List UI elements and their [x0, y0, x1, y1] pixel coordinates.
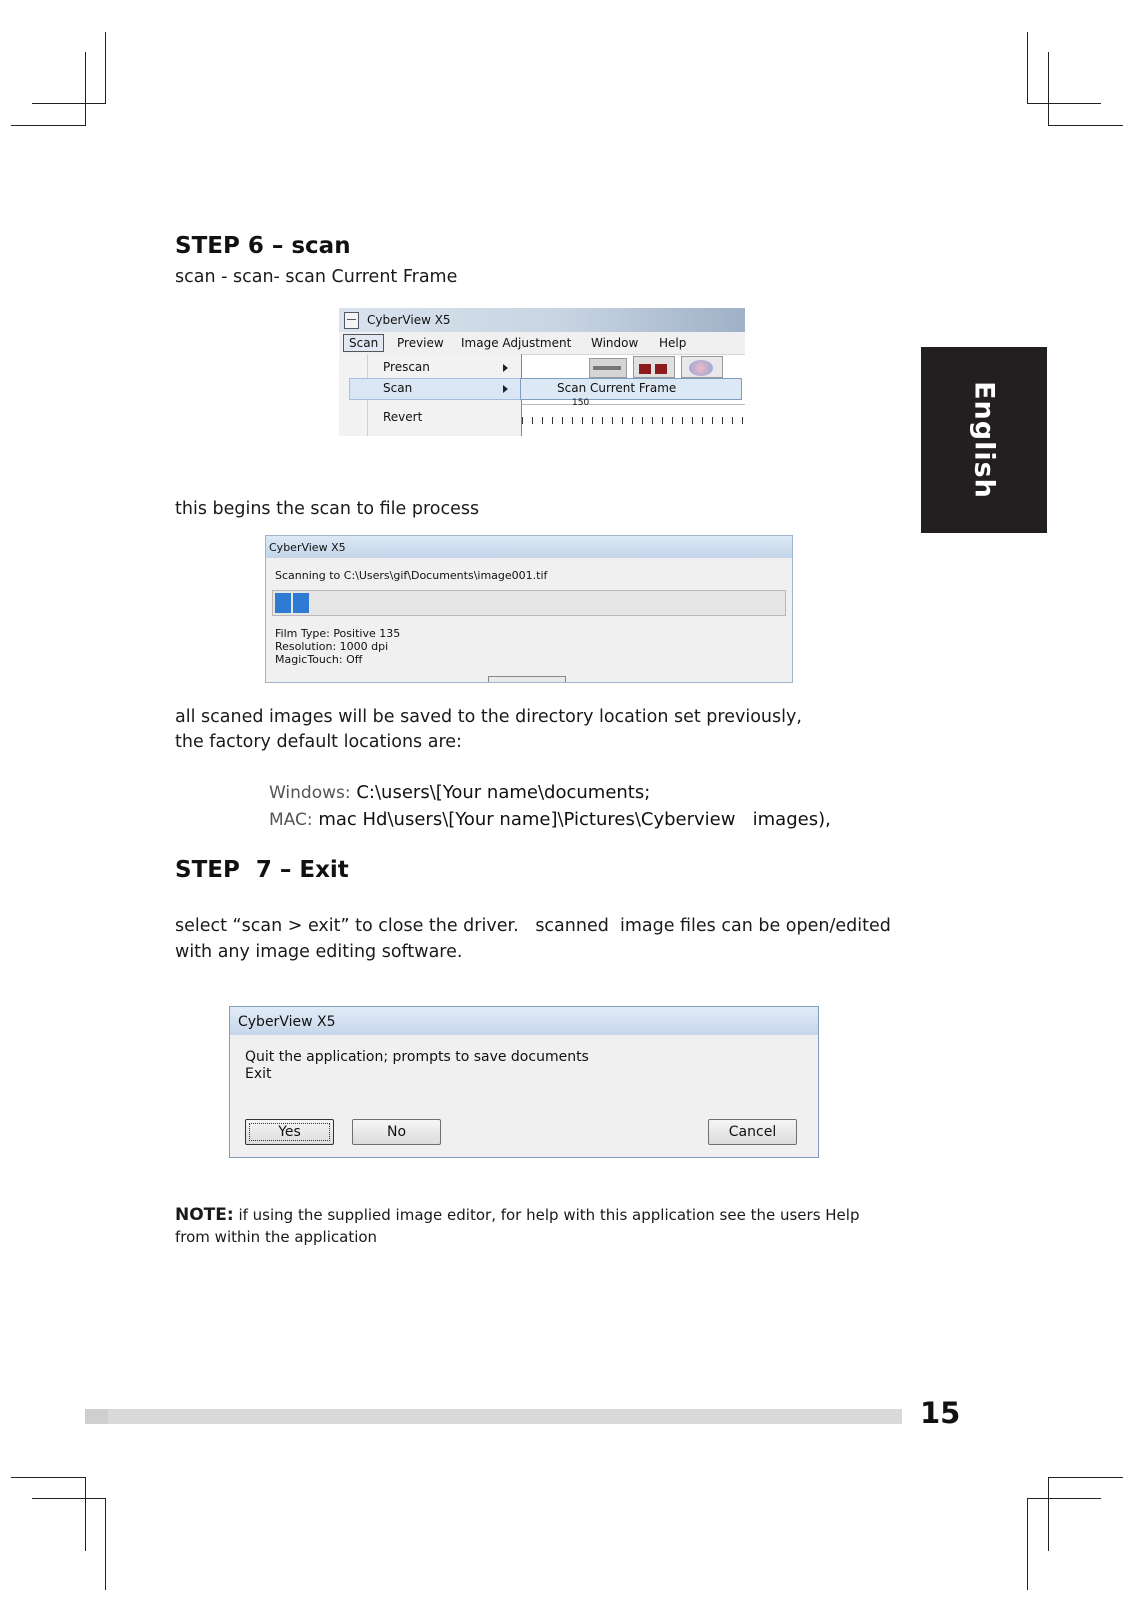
menu-help[interactable]: Help	[659, 336, 687, 350]
crop-mark	[1027, 1498, 1101, 1499]
ruler	[522, 398, 745, 425]
no-button[interactable]: No	[352, 1119, 441, 1145]
submenu-arrow-icon	[503, 364, 508, 372]
footer-bar	[108, 1409, 902, 1424]
scan-progress-bar	[272, 590, 786, 616]
crop-mark	[85, 52, 86, 126]
note-text: if using the supplied image editor, for help with this application see the users Help	[233, 1206, 860, 1224]
window-title: CyberView X5	[367, 313, 451, 327]
film-type: Film Type: Positive 135	[275, 627, 401, 640]
progress-block	[293, 593, 309, 613]
crop-mark	[1048, 52, 1049, 126]
language-tab-label: English	[968, 381, 1000, 499]
menu-preview[interactable]: Preview	[397, 336, 444, 350]
window-title: CyberView X5	[269, 541, 346, 554]
crop-mark	[1027, 1498, 1028, 1590]
step6-subtitle: scan - scan- scan Current Frame	[175, 267, 458, 287]
crop-mark	[105, 32, 106, 104]
window-titlebar	[230, 1007, 819, 1035]
process-text: this begins the scan to file process	[175, 499, 480, 519]
menu-scan[interactable]: Scan	[343, 334, 384, 352]
windows-label: Windows:	[269, 783, 351, 803]
dropdown-item-prescan[interactable]: Prescan	[383, 360, 430, 374]
dropdown-highlight	[349, 378, 521, 400]
window-titlebar	[266, 536, 793, 558]
windows-path-line	[269, 782, 650, 803]
submenu-item-label: Scan Current Frame	[557, 381, 677, 395]
magic-touch: MagicTouch: Off	[275, 653, 363, 666]
menu-bar	[339, 332, 745, 355]
step7-line2: with any image editing software.	[175, 942, 463, 962]
crop-mark	[1027, 32, 1028, 104]
window-titlebar	[339, 308, 745, 332]
menu-window[interactable]: Window	[591, 336, 639, 350]
cancel-button[interactable]: Cancel	[708, 1119, 797, 1145]
toolbar-thumbnails	[589, 356, 745, 376]
dropdown-item-scan[interactable]: Scan	[383, 381, 413, 395]
crop-mark	[11, 125, 86, 126]
crop-mark	[1048, 1477, 1049, 1551]
progress-block	[275, 593, 291, 613]
step6-heading: STEP 6 – scan	[175, 233, 351, 259]
dialog-message-exit: Exit	[245, 1066, 272, 1082]
app-icon	[344, 312, 359, 329]
crop-mark	[105, 1498, 106, 1590]
menu-image-adjustment[interactable]: Image Adjustment	[461, 336, 572, 350]
mac-path-line	[269, 809, 831, 830]
save-text-line2: the factory default locations are:	[175, 732, 462, 752]
crop-mark	[1027, 103, 1101, 104]
mac-path: mac Hd\users\[Your name]\Pictures\Cyberview images),	[318, 809, 831, 830]
yes-button[interactable]: Yes	[245, 1119, 334, 1145]
dropdown-item-revert[interactable]: Revert	[383, 410, 423, 424]
crop-mark	[32, 103, 106, 104]
dialog-message: Quit the application; prompts to save documents	[245, 1049, 589, 1065]
footer-bar	[85, 1409, 108, 1424]
window-title: CyberView X5	[238, 1014, 336, 1030]
scanning-path: Scanning to C:\Users\gif\Documents\image001.tif	[275, 569, 548, 582]
windows-path: C:\users\[Your name\documents;	[356, 782, 651, 803]
scan-dropdown-menu	[339, 354, 522, 436]
crop-mark	[85, 1477, 86, 1551]
submenu-arrow-icon	[503, 385, 508, 393]
step7-heading: STEP 7 – Exit	[175, 857, 349, 883]
ruler-label: 150	[572, 398, 590, 408]
note-paragraph	[175, 1204, 895, 1248]
step7-line1: select “scan > exit” to close the driver. scanned image files can be open/edited	[175, 916, 891, 936]
page-number: 15	[920, 1396, 961, 1430]
crop-mark	[11, 1477, 86, 1478]
crop-mark	[1048, 125, 1123, 126]
cancel-button[interactable]	[488, 676, 566, 683]
submenu-scan-current-frame[interactable]	[520, 378, 742, 400]
scan-menu-screenshot	[339, 308, 745, 436]
resolution: Resolution: 1000 dpi	[275, 640, 389, 653]
note-label: NOTE:	[175, 1205, 234, 1225]
exit-dialog-screenshot	[229, 1006, 819, 1158]
mac-label: MAC:	[269, 810, 313, 830]
scan-progress-screenshot	[265, 535, 793, 683]
language-tab	[921, 347, 1047, 533]
crop-mark	[32, 1498, 106, 1499]
crop-mark	[1048, 1477, 1123, 1478]
save-text-line1: all scaned images will be saved to the directory location set previously,	[175, 707, 802, 727]
note-text-2: from within the application	[175, 1228, 378, 1246]
